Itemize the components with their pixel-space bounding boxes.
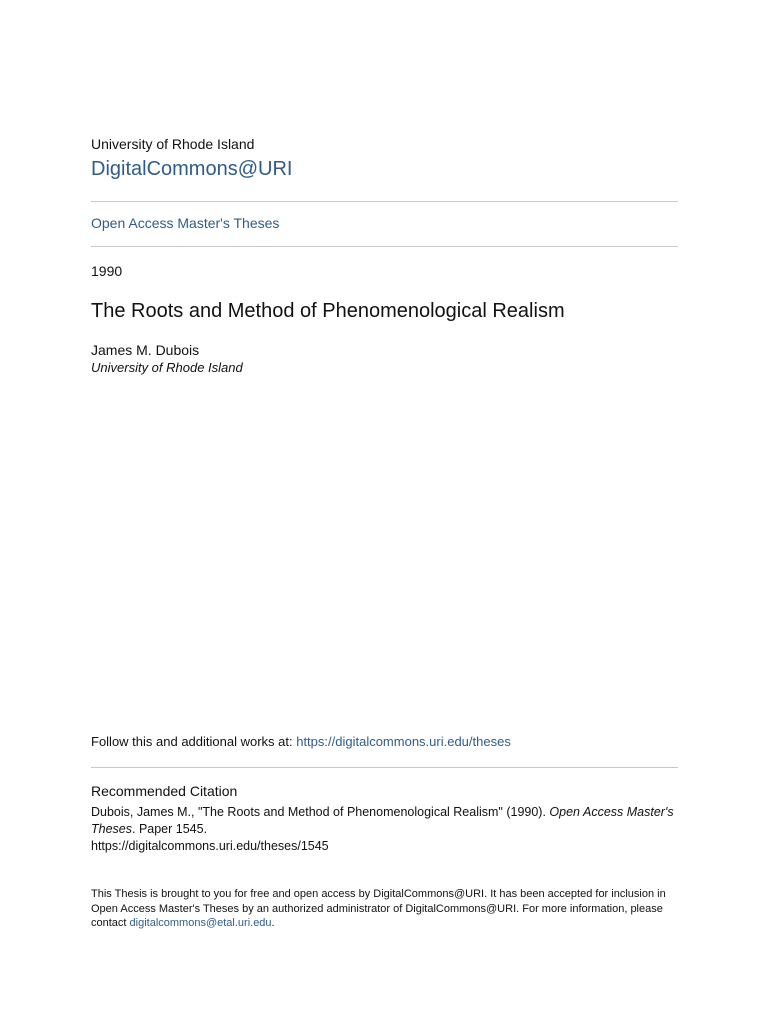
access-notice	[91, 887, 678, 931]
divider-bottom	[91, 767, 678, 768]
cover-page	[91, 0, 678, 1024]
access-notice-end: .	[271, 917, 275, 929]
citation-lead: Dubois, James M., "The Roots and Method of Phenomenological Realism" (1990).	[91, 805, 550, 819]
author-name: James M. Dubois	[91, 342, 200, 358]
follow-prefix: Follow this and additional works at:	[91, 734, 297, 749]
thesis-title: The Roots and Method of Phenomenological Realism	[91, 300, 565, 322]
follow-line	[91, 734, 511, 749]
publication-year: 1990	[91, 263, 123, 279]
divider-top	[91, 201, 678, 202]
citation-series: Open Access Master's Theses	[91, 805, 674, 836]
institution-name: University of Rhode Island	[91, 136, 255, 152]
recommended-citation-heading: Recommended Citation	[91, 783, 238, 799]
collection-link[interactable]: Open Access Master's Theses	[91, 215, 280, 231]
contact-email-link[interactable]: digitalcommons@etal.uri.edu	[129, 917, 272, 929]
access-notice-text: This Thesis is brought to you for free and open access by DigitalCommons@URI. It has been accepted for inclusion in Open Access Master's Theses by an authorized administrator of DigitalCommons@URI. For more information, please contact	[91, 888, 666, 929]
author-affiliation: University of Rhode Island	[91, 360, 243, 375]
follow-url-link[interactable]: https://digitalcommons.uri.edu/theses	[296, 734, 511, 749]
citation-paper: . Paper 1545.	[132, 822, 208, 836]
citation-text	[91, 804, 678, 855]
repository-link[interactable]: DigitalCommons@URI	[91, 158, 293, 180]
divider-middle	[91, 246, 678, 247]
citation-url: https://digitalcommons.uri.edu/theses/1545	[91, 839, 329, 853]
